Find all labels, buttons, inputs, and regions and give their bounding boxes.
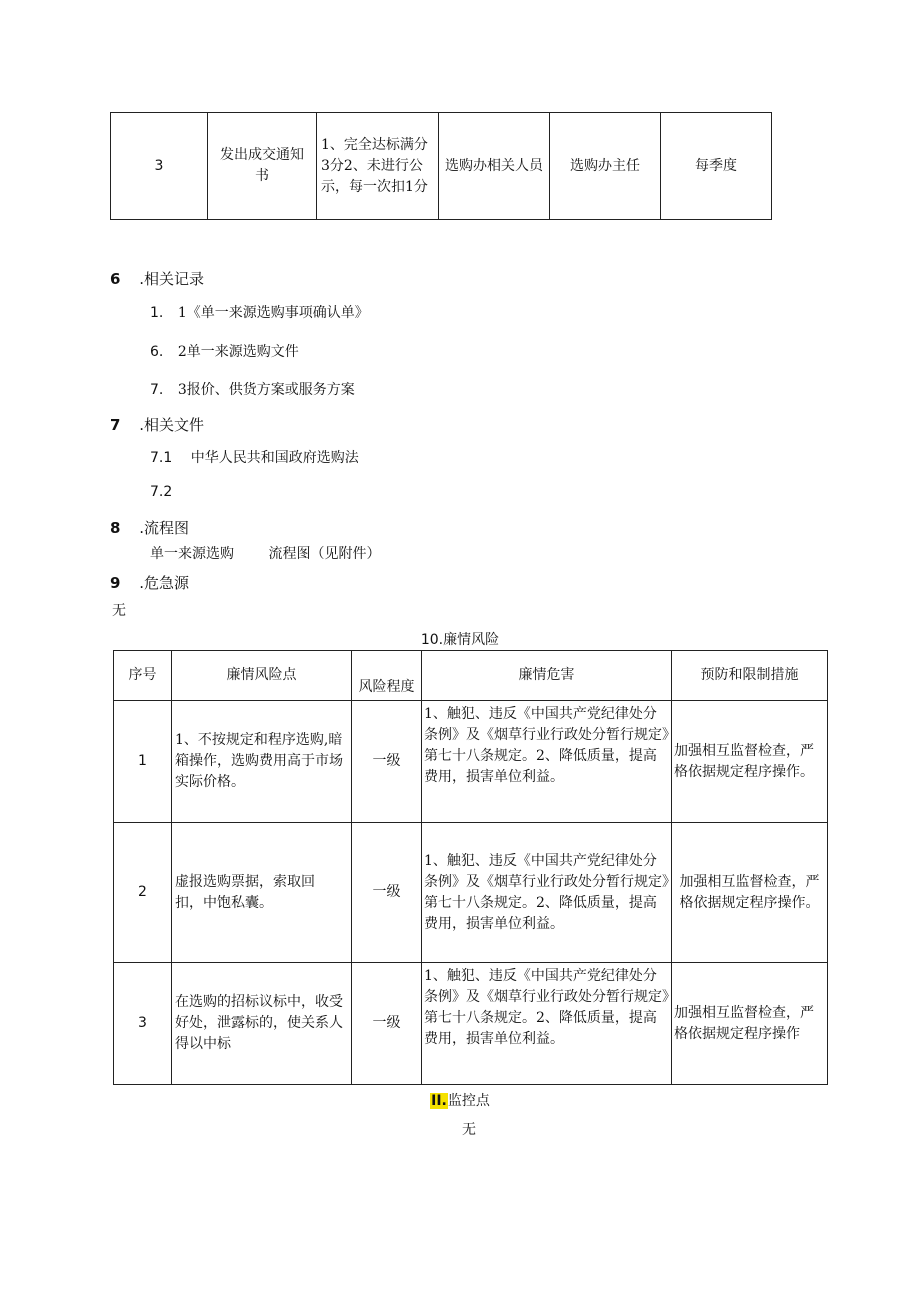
flowchart-name: 单一来源选购 bbox=[150, 546, 234, 562]
section-title: .相关文件 bbox=[139, 416, 204, 434]
risk-measure: 加强相互监督检查，严格依据规定程序操作。 bbox=[672, 701, 828, 823]
section-6-heading bbox=[110, 268, 204, 289]
risk-level: 一级 bbox=[352, 701, 422, 823]
list-item bbox=[150, 302, 369, 322]
section-title: 监控点 bbox=[447, 1093, 490, 1109]
risk-level: 一级 bbox=[352, 823, 422, 963]
assessment-item: 发出成交通知书 bbox=[208, 113, 317, 220]
section-title: .危急源 bbox=[139, 574, 189, 592]
risk-table-title: 10.廉情风险 bbox=[420, 632, 500, 648]
evaluation-table bbox=[110, 112, 772, 220]
section-number: 9 bbox=[110, 574, 121, 592]
row-number: 3 bbox=[111, 113, 208, 220]
item-number: 1. bbox=[150, 305, 164, 321]
section-9-heading bbox=[110, 572, 189, 593]
section-title: .流程图 bbox=[139, 519, 189, 537]
table-row bbox=[114, 963, 828, 1085]
table-row bbox=[114, 823, 828, 963]
item-text: 3报价、供货方案或服务方案 bbox=[177, 382, 355, 398]
list-item bbox=[150, 379, 355, 399]
list-item bbox=[150, 341, 299, 361]
assessor: 选购办主任 bbox=[550, 113, 661, 220]
table-header-row bbox=[114, 651, 828, 701]
section-number: 7 bbox=[110, 416, 121, 434]
header-risk-point: 廉情风险点 bbox=[172, 651, 352, 701]
item-text: 1《单一来源选购事项确认单》 bbox=[177, 305, 369, 321]
item-number: 7. bbox=[150, 382, 164, 398]
list-item bbox=[150, 447, 359, 467]
flowchart-reference: 流程图（见附件） bbox=[268, 546, 381, 562]
risk-harm: 1、触犯、违反《中国共产党纪律处分条例》及《烟草行业行政处分暂行规定》第七十八条规定。2、降低质量，提高费用，损害单位利益。 bbox=[422, 963, 672, 1085]
row-number: 3 bbox=[114, 963, 172, 1085]
section-7-heading bbox=[110, 414, 204, 435]
item-text: 2单一来源选购文件 bbox=[177, 344, 299, 360]
risk-level: 一级 bbox=[352, 963, 422, 1085]
hazard-content: 无 bbox=[112, 603, 126, 619]
section-number: 6 bbox=[110, 270, 121, 288]
item-number: 6. bbox=[150, 344, 164, 360]
item-text: 中华人民共和国政府选购法 bbox=[190, 450, 359, 466]
risk-measure: 加强相互监督检查，严格依据规定程序操作 bbox=[672, 963, 828, 1085]
header-measures: 预防和限制措施 bbox=[672, 651, 828, 701]
risk-point: 1、不按规定和程序选购,暗箱操作，选购费用高于市场实际价格。 bbox=[172, 701, 352, 823]
list-item bbox=[150, 484, 172, 500]
section-title: .相关记录 bbox=[139, 270, 204, 288]
row-number: 2 bbox=[114, 823, 172, 963]
monitoring-heading bbox=[0, 1090, 920, 1110]
section-number: II. bbox=[431, 1093, 447, 1109]
header-harm: 廉情危害 bbox=[422, 651, 672, 701]
scoring-standard: 1、完全达标满分3分2、未进行公示，每一次扣1分 bbox=[317, 113, 439, 220]
flowchart-line bbox=[150, 543, 380, 563]
responsible-person: 选购办相关人员 bbox=[439, 113, 550, 220]
frequency: 每季度 bbox=[661, 113, 772, 220]
header-number: 序号 bbox=[114, 651, 172, 701]
section-8-heading bbox=[110, 517, 189, 538]
risk-harm: 1、触犯、违反《中国共产党纪律处分条例》及《烟草行业行政处分暂行规定》第七十八条规定。2、降低质量，提高费用，损害单位利益。 bbox=[422, 701, 672, 823]
row-number: 1 bbox=[114, 701, 172, 823]
section-number: 8 bbox=[110, 519, 121, 537]
item-number: 7.1 bbox=[150, 450, 173, 466]
risk-measure: 加强相互监督检查，严格依据规定程序操作。 bbox=[672, 823, 828, 963]
risk-table bbox=[113, 650, 828, 1085]
table-row bbox=[114, 701, 828, 823]
risk-point: 虚报选购票据，索取回扣，中饱私囊。 bbox=[172, 823, 352, 963]
table-row bbox=[111, 113, 772, 220]
header-risk-level: 风险程度 bbox=[352, 651, 422, 701]
risk-harm: 1、触犯、违反《中国共产党纪律处分条例》及《烟草行业行政处分暂行规定》第七十八条规定。2、降低质量，提高费用，损害单位利益。 bbox=[422, 823, 672, 963]
monitoring-content: 无 bbox=[462, 1122, 476, 1138]
item-number: 7.2 bbox=[150, 484, 173, 500]
risk-point: 在选购的招标议标中，收受好处，泄露标的，使关系人得以中标 bbox=[172, 963, 352, 1085]
